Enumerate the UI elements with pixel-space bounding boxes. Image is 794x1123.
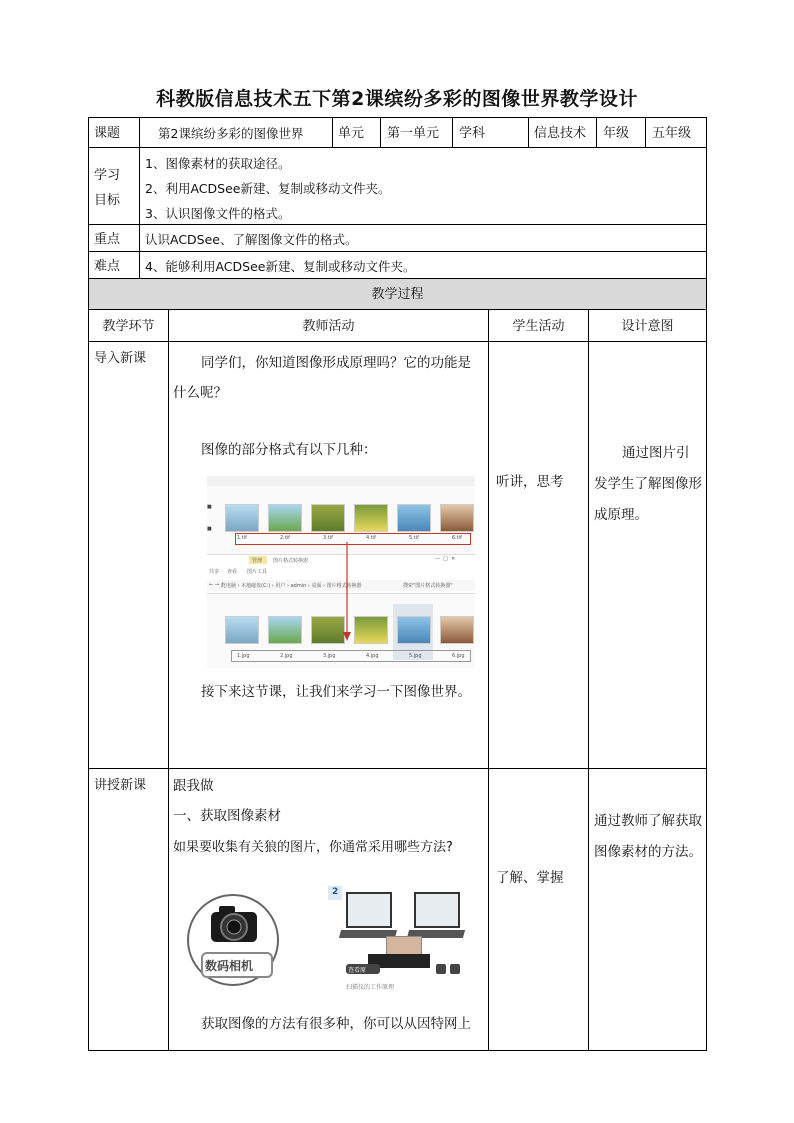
top-label-2: 2.tif (280, 535, 290, 541)
difficulty-label: 难点 (94, 259, 121, 274)
tab-manage: 管理 (252, 558, 263, 564)
top-label-5: 5.tif (409, 535, 419, 541)
top-label-3: 3.tif (323, 535, 333, 541)
intro-student: 听讲，思考 (496, 474, 564, 490)
label-subject: 学科 (459, 126, 486, 141)
label-unit: 单元 (338, 126, 365, 141)
key-text: 认识ACDSee、了解图像文件的格式。 (145, 232, 358, 247)
bottom-thumb-1 (225, 616, 259, 644)
format-screenshot: ■ ■ 1.tif 2.tif 3.tif 4.tif 5.tif 6.tif 管理 图片格式转换器 — □ ✕ 共享 查看 图片工具 ← → ↑ 此电脑 › 本地磁盘(C:) › 用户 › admin › 桌面 › 图片格式转换器 搜索"图片格式转换器" 1.jpg 2.jpg 3.jpg 4.jpg 5.jpg 6.jpg (207, 476, 475, 668)
bottom-label-6: 6.jpg (452, 653, 465, 659)
goal-item-2: 2、利用ACDSee新建、复制或移动文件夹。 (145, 181, 391, 196)
arrow-icon (343, 542, 351, 642)
top-thumb-4 (354, 504, 388, 532)
top-thumb-3 (311, 504, 345, 532)
lecture-student: 了解、掌握 (496, 870, 564, 886)
col-header-design: 设计意图 (621, 319, 674, 334)
col-header-teacher: 教师活动 (302, 319, 355, 334)
bottom-label-3: 3.jpg (323, 653, 336, 659)
bottom-label-1: 1.jpg (237, 653, 250, 659)
tab-title: 图片格式转换器 (273, 558, 309, 564)
top-thumb-1 (225, 504, 259, 532)
subject-value: 信息技术 (534, 126, 587, 141)
bottom-thumb-6 (440, 616, 474, 644)
intro-stage: 导入新课 (94, 351, 147, 366)
bottom-label-5: 5.jpg (409, 653, 422, 659)
bottom-thumb-5 (397, 616, 431, 644)
top-thumb-2 (268, 504, 302, 532)
photo-number: 2 (332, 887, 339, 897)
goals-label-1: 学习 (94, 168, 121, 183)
difficulty-text: 4、能够利用ACDSee新建、复制或移动文件夹。 (145, 259, 416, 274)
nav-arrows-icon: ← → ↑ (209, 582, 225, 588)
bottom-thumb-2 (268, 616, 302, 644)
camera-icon (207, 902, 261, 944)
menu-view: 查看 (227, 569, 238, 575)
col-header-stage: 教学环节 (102, 319, 155, 334)
bottom-thumb-3 (311, 616, 345, 644)
scanner-image (328, 886, 478, 994)
lecture-teacher-last: 获取图像的方法有很多种，你可以从因特网上 (201, 1016, 471, 1032)
lecture-design: 通过教师了解获取图像素材的方法。 (594, 813, 702, 860)
lecture-follow: 跟我做 (173, 778, 214, 794)
bottom-label-2: 2.jpg (280, 653, 293, 659)
top-label-1: 1.tif (237, 535, 247, 541)
top-label-4: 4.tif (366, 535, 376, 541)
bottom-label-4: 4.jpg (366, 653, 379, 659)
top-thumb-6 (440, 504, 474, 532)
process-header: 教学过程 (371, 287, 424, 302)
scanner-tag: 查看原 (348, 967, 367, 974)
menu-tools: 图片工具 (247, 569, 268, 575)
topic-value: 第2课缤纷多彩的图像世界 (158, 126, 304, 141)
top-label-6: 6.tif (452, 535, 462, 541)
col-header-student: 学生活动 (512, 319, 565, 334)
search-box: 搜索"图片格式转换器" (403, 583, 453, 589)
lecture-section-1: 一、获取图像素材 (173, 808, 281, 824)
window-controls: — □ ✕ (435, 556, 456, 562)
key-label: 重点 (94, 232, 121, 247)
goals-label-2: 目标 (94, 193, 121, 208)
goal-item-1: 1、图像素材的获取途径。 (145, 156, 291, 171)
address-bar: 此电脑 › 本地磁盘(C:) › 用户 › admin › 桌面 › 图片格式转换器 (221, 583, 362, 589)
label-grade: 年级 (603, 126, 630, 141)
top-thumb-5 (397, 504, 431, 532)
page-title: 科教版信息技术五下第2课缤纷多彩的图像世界教学设计 (156, 88, 638, 110)
intro-design: 通过图片引发学生了解图像形成原理。 (594, 445, 702, 523)
goal-item-3: 3、认识图像文件的格式。 (145, 206, 291, 221)
menu-share: 共享 (209, 569, 220, 575)
lecture-stage: 讲授新课 (94, 778, 147, 793)
intro-teacher-p1: 同学们，你知道图像形成原理吗？它的功能是什么呢？ (173, 355, 471, 401)
camera-image (175, 888, 315, 990)
unit-value: 第一单元 (387, 126, 440, 141)
bottom-thumb-4 (354, 616, 388, 644)
camera-label: 数码相机 (205, 959, 254, 973)
lecture-question: 如果要收集有关狼的图片，你通常采用哪些方法? (173, 840, 453, 855)
intro-teacher-p2: 图像的部分格式有以下几种： (201, 442, 377, 458)
grade-value: 五年级 (652, 126, 692, 141)
label-topic: 课题 (94, 126, 121, 141)
intro-teacher-p3: 接下来这节课，让我们来学习一下图像世界。 (201, 684, 471, 700)
scanner-caption: 扫描仪的工作原理 (346, 984, 395, 991)
